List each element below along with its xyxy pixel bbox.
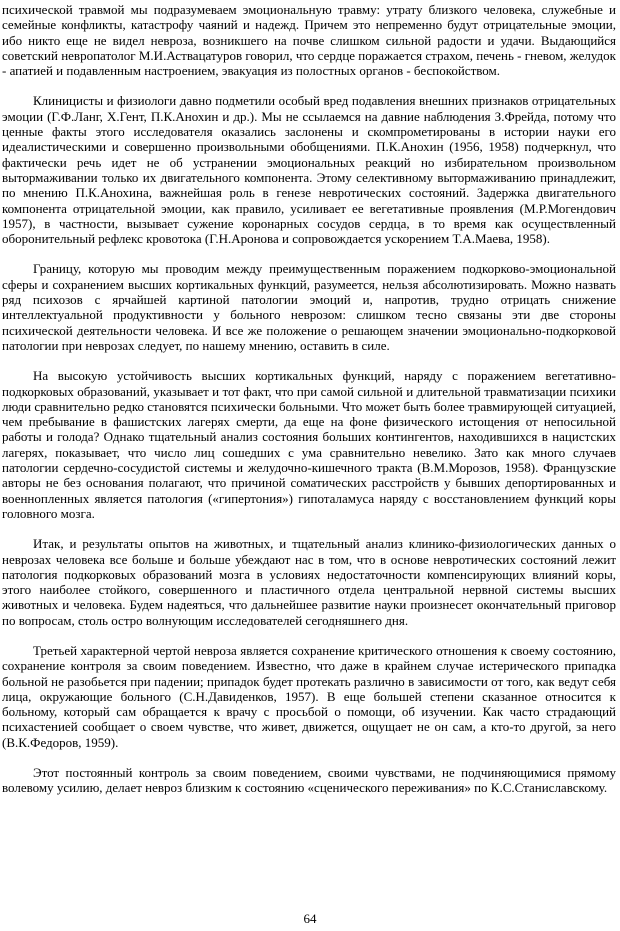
paragraph-1: психической травмой мы подразумеваем эмоциональную травму: утрату близкого человека, служебные и семейные конфликты, катастрофу чаяний и надежд. Причем это непременно будут отрицательные эмоции, ибо никто еще не видел невроза, возникшего на почве слишком сильной радости и удачи. Выдающийся советский невропатолог М.И.Аствацатуров говорил, что сердце поражается страхом, печень - гневом, желудок - апатией и подавленным настроением, эвакуация из полостных органов - беспокойством. <box>2 2 616 79</box>
paragraph-gap <box>2 628 616 643</box>
paragraph-2: Клиницисты и физиологи давно подметили особый вред подавления внешних признаков отрицательных эмоции (Г.Ф.Ланг, Х.Гент, П.К.Анохин и др.). Мы не ссылаемся на давние наблюдения З.Фрейда, потому что ценные факты этого исследователя оказались заслонены и скомпрометированы в истории науки его идеалистическими и совершенно произвольными обобщениями. П.К.Анохин (1956, 1958) подчеркнул, что фактически речь идет не об устранении эмоциональных реакций но избирательном произвольном вытормаживании только их двигательного компонента. Этому селективному вытормаживанию принадлежит, по мнению П.К.Анохина, важнейшая роль в генезе невротических состояний. Задержка двигательного компонента отрицательной эмоции, как правило, усиливает ее вегетативные проявления (М.Р.Могендович 1957), в частности, вызывает сужение коронарных сосудов сердца, в то время как осуществленный оборонительный рефлекс кровотока (Г.Н.Аронова и сопровождается ускорением Т.А.Маева, 1958). <box>2 93 616 247</box>
paragraph-gap <box>2 521 616 536</box>
paragraph-gap <box>2 353 616 368</box>
paragraph-3: Границу, которую мы проводим между преимущественным поражением подкорково-эмоциональной сферы и сохранением высших кортикальных функций, разумеется, нельзя абсолютизировать. Можно назвать ряд психозов с ярчайшей картиной патологии эмоций и, напротив, трудно отрицать снижение интеллектуальной продуктивности у больного неврозом: слишком тесно связаны эти две стороны психической деятельности человека. И все же положение о решающем значении эмоционально-подкорковой патологии при неврозах следует, по нашему мнению, оставить в силе. <box>2 261 616 353</box>
page-number: 64 <box>303 911 317 926</box>
paragraph-gap <box>2 78 616 93</box>
paragraph-4: На высокую устойчивость высших кортикальных функций, наряду с поражением вегетативно-подкорковых образований, указывает и тот факт, что при самой сильной и длительной травматизации психики люди сравнительно редко становятся психически больными. Что может быть более травмирующей ситуацией, чем пребывание в фашистских лагерях смерти, да еще на фоне физического истощения от непосильной работы и голода? Однако тщательный анализ состояния больших контингентов, находившихся в нацистских лагерях, показывает, что число лиц сошедших с ума сравнительно невелико. Зато как много случаев патологии сердечно-сосудистой системы и желудочно-кишечного тракта (В.М.Морозов, 1958). Французские авторы не без основания полагают, что причиной соматических расстройств у бывших депортированных и военнопленных является патология («гипертония») гипоталамуса наряду с восстановлением функций коры головного мозга. <box>2 368 616 521</box>
paragraph-5: Итак, и результаты опытов на животных, и тщательный анализ клинико-физиологических данных о неврозах человека все больше и больше убеждают нас в том, что в основе невротических состояний лежит патология подкорковых образований мозга в условиях недостаточности компенсирующих влияний коры, этого наиболее стойкого, совершенного и пластичного отдела центральной нервной системы высших животных и человека. Будем надеяться, что дальнейшее развитие науки произнесет окончательный приговор по вопросам, столь остро волнующим исследователей сегодняшнего дня. <box>2 536 616 628</box>
document-page <box>2 2 616 796</box>
paragraph-6: Третьей характерной чертой невроза является сохранение критического отношения к своему состоянию, сохранение контроля за своим поведением. Известно, что даже в крайнем случае истерического припадка больной не разобьется при падении; припадок будет протекать различно в зависимости от того, как ведут себя лица, окружающие больного (С.Н.Давиденков, 1957). В еще большей степени сказанное относится к больному, который сам обращается к врачу с просьбой о помощи, об изучении. Как часто страдающий психастенией сообщает о своем чувстве, что живет, движется, ощущает не он сам, а кто-то другой, за него (В.К.Федоров, 1959). <box>2 642 616 750</box>
paragraph-gap <box>2 246 616 261</box>
paragraph-gap <box>2 750 616 765</box>
paragraph-7: Этот постоянный контроль за своим поведением, своими чувствами, не подчиняющимися прямому волевому усилию, делает невроз близким к состоянию «сценического переживания» по К.С.Станиславскому. <box>2 765 616 796</box>
